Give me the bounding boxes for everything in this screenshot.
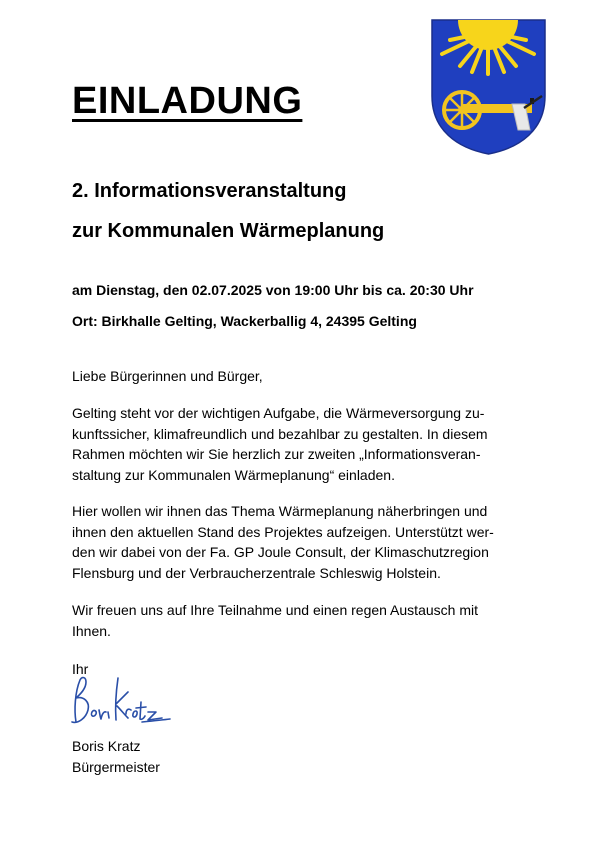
signer-role: Bürgermeister	[72, 759, 160, 775]
signer-name: Boris Kratz	[72, 738, 141, 754]
paragraph-closing	[72, 600, 532, 641]
closing-word: Ihr	[72, 661, 89, 677]
coat-of-arms-icon	[430, 18, 547, 156]
paragraph-line: Wir freuen uns auf Ihre Teilnahme und einen regen Austausch mit	[72, 602, 478, 618]
event-title-line2: zur Kommunalen Wärmeplanung	[72, 220, 385, 242]
paragraph-line: Ihnen.	[72, 622, 111, 639]
signature	[66, 672, 176, 730]
paragraph-line: staltung zur Kommunalen Wärmeplanung“ einladen.	[72, 466, 395, 483]
paragraph-line: Flensburg und der Verbraucherzentrale Schleswig Holstein.	[72, 564, 441, 581]
paragraph-details	[72, 501, 532, 583]
paragraph-line: Rahmen möchten wir Sie herzlich zur zweiten „Informationsveran-	[72, 446, 481, 462]
salutation: Liebe Bürgerinnen und Bürger,	[72, 368, 263, 384]
event-title-line1: 2. Informationsveranstaltung	[72, 180, 347, 202]
event-location: Ort: Birkhalle Gelting, Wackerballig 4, 24395 Gelting	[72, 313, 417, 329]
paragraph-line: Hier wollen wir ihnen das Thema Wärmeplanung näherbringen und	[72, 503, 488, 519]
paragraph-line: den wir dabei von der Fa. GP Joule Consult, der Klimaschutzregion	[72, 544, 489, 560]
paragraph-line: Gelting steht vor der wichtigen Aufgabe, die Wärmeversorgung zu-	[72, 405, 485, 421]
document-title: EINLADUNG	[72, 80, 303, 122]
paragraph-line: kunftssicher, klimafreundlich und bezahlbar zu gestalten. In diesem	[72, 425, 488, 442]
event-date: am Dienstag, den 02.07.2025 von 19:00 Uhr bis ca. 20:30 Uhr	[72, 282, 474, 298]
paragraph-line: ihnen den aktuellen Stand des Projektes aufzeigen. Unterstützt wer-	[72, 523, 494, 540]
paragraph-intro	[72, 403, 532, 485]
